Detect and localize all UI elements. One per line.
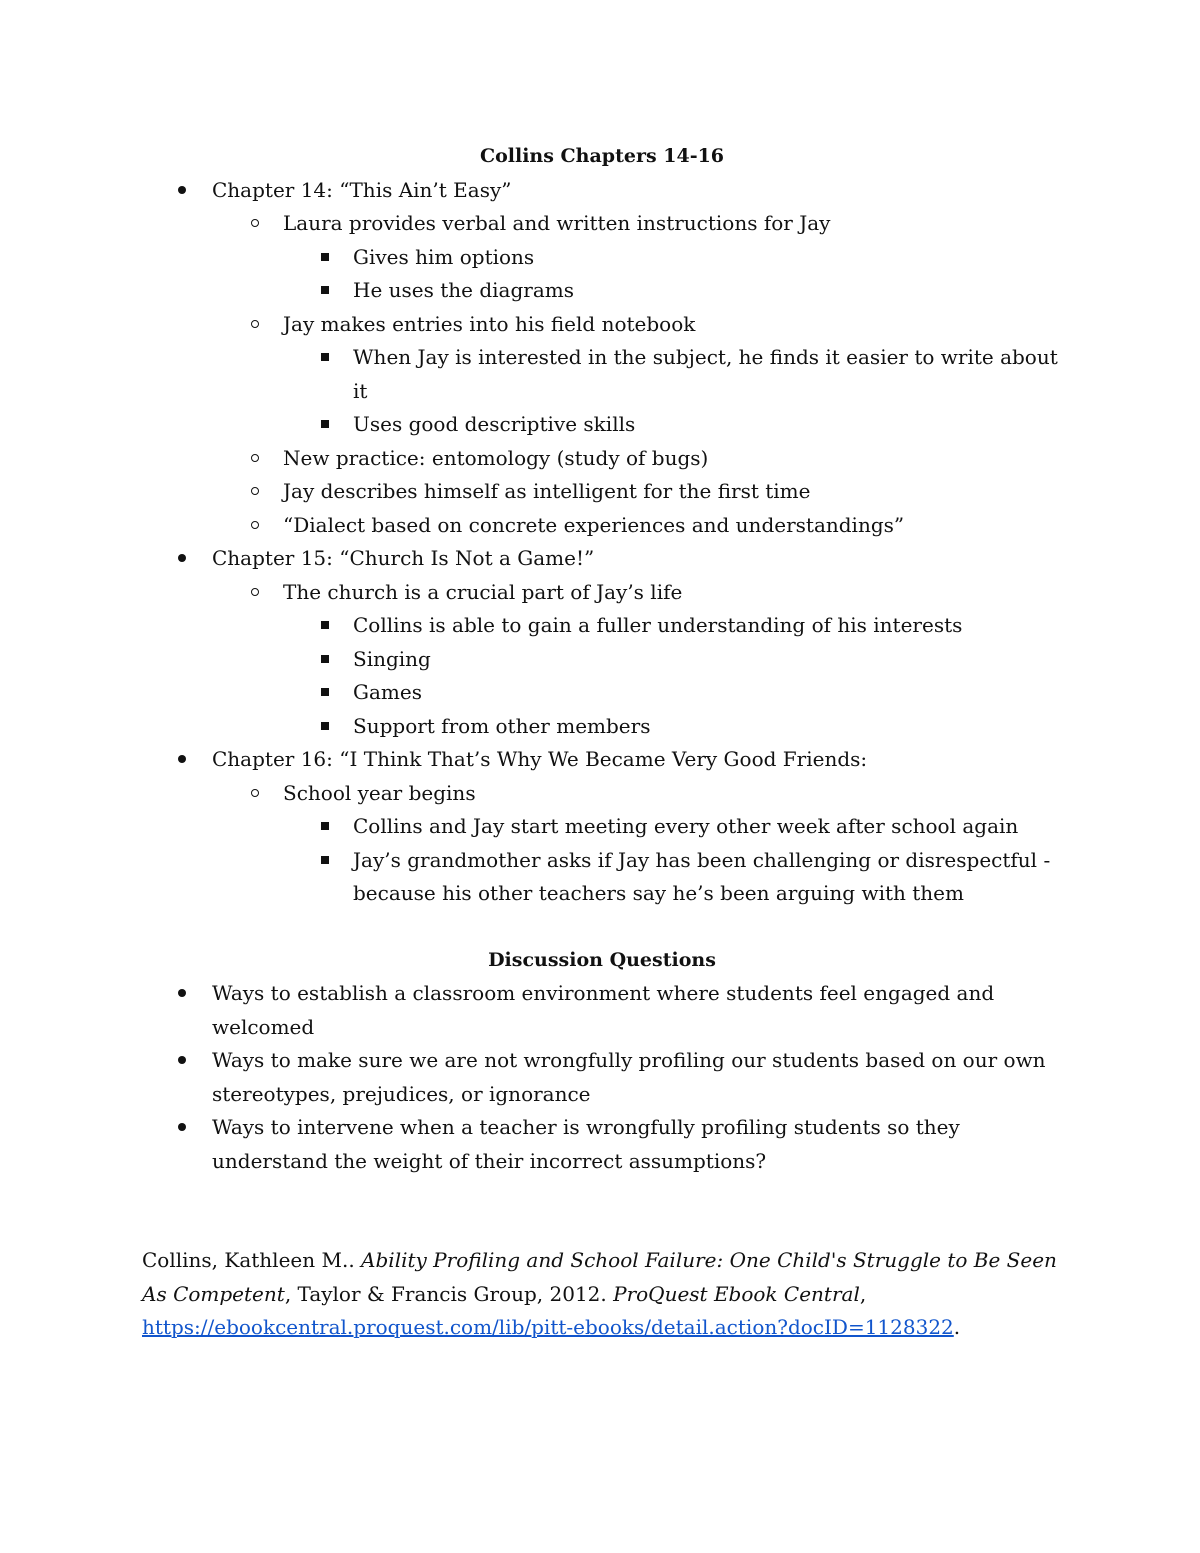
circle-bullet-icon <box>245 777 265 811</box>
chapter-label: Chapter 14: “This Ain’t Easy” <box>212 177 512 202</box>
list-item <box>142 475 1062 509</box>
square-bullet-icon <box>315 274 335 308</box>
citation-link[interactable]: https://ebookcentral.proquest.com/lib/pitt-ebooks/detail.action?docID=1128322 <box>142 1315 954 1339</box>
list-item <box>142 844 1062 911</box>
chapter-15-item <box>142 542 1062 576</box>
citation <box>142 1244 1062 1345</box>
square-bullet-icon <box>315 341 335 375</box>
chapter-14-item <box>142 174 1062 208</box>
citation-separator: , <box>859 1281 867 1306</box>
citation-book-title: Ability Profiling and School Failure: One Child's Struggle to Be Seen As Competent <box>142 1248 1057 1306</box>
list-item <box>142 207 1062 241</box>
point-text: School year begins <box>283 780 476 805</box>
square-bullet-icon <box>315 710 335 744</box>
chapter-label: Chapter 16: “I Think That’s Why We Became Very Good Friends: <box>212 747 868 771</box>
disc-bullet-icon <box>172 743 192 777</box>
list-item <box>142 810 1062 844</box>
sub-point-text: Collins and Jay start meeting every other week after school again <box>353 814 1019 838</box>
square-bullet-icon <box>315 810 335 844</box>
sub-point-text: He uses the diagrams <box>353 278 574 302</box>
list-item <box>142 408 1062 442</box>
sub-point-text: Gives him options <box>353 244 535 269</box>
square-bullet-icon <box>315 408 335 442</box>
chapter-label: Chapter 15: “Church Is Not a Game!” <box>212 546 595 570</box>
sub-point-text: When Jay is interested in the subject, he finds it easier to write about it <box>353 345 1058 403</box>
circle-bullet-icon <box>245 207 265 241</box>
discussion-question <box>142 1111 1062 1178</box>
circle-bullet-icon <box>245 308 265 342</box>
question-text: Ways to intervene when a teacher is wrongfully profiling students so they understand the weight of their incorrect assumptions? <box>212 1115 960 1173</box>
disc-bullet-icon <box>172 1044 192 1078</box>
list-item <box>142 274 1062 308</box>
square-bullet-icon <box>315 844 335 878</box>
disc-bullet-icon <box>172 174 192 208</box>
citation-end: . <box>953 1315 961 1339</box>
disc-bullet-icon <box>172 1111 192 1145</box>
list-item <box>142 710 1062 744</box>
discussion-question <box>142 1044 1062 1111</box>
point-text: The church is a crucial part of Jay’s life <box>283 579 683 604</box>
sub-point-text: Games <box>353 680 422 704</box>
list-item <box>142 777 1062 811</box>
document-content <box>142 140 1062 1345</box>
point-text: Jay describes himself as intelligent for the first time <box>283 479 811 503</box>
list-item <box>142 676 1062 710</box>
sub-point-text: Collins is able to gain a fuller understanding of his interests <box>353 613 963 637</box>
circle-bullet-icon <box>245 576 265 610</box>
list-item <box>142 442 1062 476</box>
list-item <box>142 308 1062 342</box>
discussion-question <box>142 977 1062 1044</box>
list-item <box>142 509 1062 543</box>
list-item <box>142 609 1062 643</box>
citation-publisher: , Taylor & Francis Group, 2012. <box>284 1281 614 1306</box>
list-item <box>142 241 1062 275</box>
square-bullet-icon <box>315 241 335 275</box>
page-title: Collins Chapters 14-16 <box>479 145 725 167</box>
list-item <box>142 643 1062 677</box>
disc-bullet-icon <box>172 542 192 576</box>
discussion-title: Discussion Questions <box>488 948 716 971</box>
spacer <box>142 1178 1062 1244</box>
sub-point-text: Uses good descriptive skills <box>353 412 636 436</box>
point-text: Laura provides verbal and written instructions for Jay <box>283 211 831 235</box>
chapter-list <box>142 174 1062 911</box>
spacer <box>142 911 1062 944</box>
point-text: “Dialect based on concrete experiences and understandings” <box>283 512 905 537</box>
discussion-list <box>142 977 1062 1178</box>
list-item <box>142 576 1062 610</box>
sub-point-text: Jay’s grandmother asks if Jay has been challenging or disrespectful - because his other teachers say he’s been arguing with them <box>353 847 1051 905</box>
circle-bullet-icon <box>245 509 265 543</box>
square-bullet-icon <box>315 676 335 710</box>
square-bullet-icon <box>315 609 335 643</box>
question-text: Ways to make sure we are not wrongfully profiling our students based on our own stereotypes, prejudices, or ignorance <box>212 1048 1046 1106</box>
circle-bullet-icon <box>245 475 265 509</box>
citation-database: ProQuest Ebook Central <box>613 1281 860 1306</box>
point-text: New practice: entomology (study of bugs) <box>283 445 709 470</box>
disc-bullet-icon <box>172 977 192 1011</box>
point-text: Jay makes entries into his field notebook <box>283 311 696 336</box>
question-text: Ways to establish a classroom environment where students feel engaged and welcomed <box>212 981 995 1039</box>
sub-point-text: Support from other members <box>353 713 651 738</box>
chapter-16-item <box>142 743 1062 777</box>
list-item <box>142 341 1062 408</box>
square-bullet-icon <box>315 643 335 677</box>
sub-point-text: Singing <box>353 646 431 671</box>
citation-author: Collins, Kathleen M.. <box>142 1248 362 1272</box>
circle-bullet-icon <box>245 442 265 476</box>
